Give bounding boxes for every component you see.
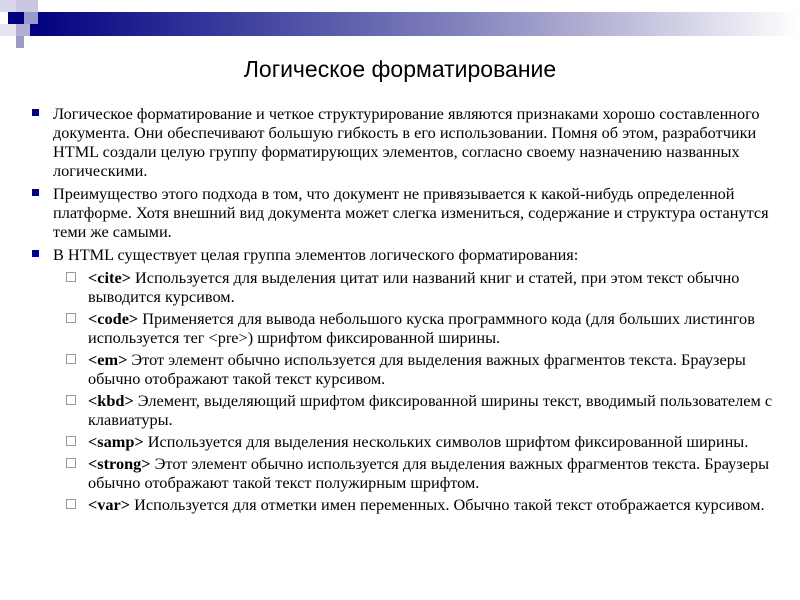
sub-item-text: Используется для выделения цитат или названий книг и статей, при этом текст обычно выводится курсивом. xyxy=(88,268,740,306)
decor-square xyxy=(16,24,30,36)
sub-item-var xyxy=(30,495,795,514)
sub-item-text: Этот элемент обычно используется для выделения важных фрагментов текста. Браузеры обычно отображают такой текст курсивом. xyxy=(88,350,746,388)
hollow-square-bullet-icon xyxy=(66,395,76,405)
slide-title: Логическое форматирование xyxy=(243,56,557,82)
tag-name: <em> xyxy=(88,350,128,369)
bullet-text: В HTML существует целая группа элементов логического форматирования: xyxy=(53,245,579,264)
decor-square xyxy=(16,0,38,12)
square-bullet-icon xyxy=(32,250,39,257)
decor-square xyxy=(24,12,38,24)
slide-content xyxy=(30,104,795,517)
decor-square xyxy=(0,0,16,12)
sub-item-strong xyxy=(30,454,795,492)
tag-name: <code> xyxy=(88,309,139,328)
bullet-item xyxy=(30,184,795,241)
sub-item-text: Применяется для вывода небольшого куска программного кода (для больших листингов используется тег <pre>) шрифтом фиксированной ширины. xyxy=(88,309,755,347)
hollow-square-bullet-icon xyxy=(66,313,76,323)
sub-item-kbd xyxy=(30,391,795,429)
sub-item-code xyxy=(30,309,795,347)
decor-square xyxy=(0,24,16,36)
tag-name: <kbd> xyxy=(88,391,134,410)
bullet-text: Логическое форматирование и четкое структурирование являются признаками хорошо составленного документа. Они обеспечивают большую гибкость в его использовании. Помня об этом, разработчики HTML создали целую группу форматирующих элементов, согласно своему назначению названных логическими. xyxy=(53,104,760,180)
hollow-square-bullet-icon xyxy=(66,354,76,364)
square-bullet-icon xyxy=(32,189,39,196)
hollow-square-bullet-icon xyxy=(66,458,76,468)
sub-item-text: Элемент, выделяющий шрифтом фиксированной ширины текст, вводимый пользователем с клавиатуры. xyxy=(88,391,773,429)
square-bullet-icon xyxy=(32,109,39,116)
sub-item-samp xyxy=(30,432,795,451)
sub-item-em xyxy=(30,350,795,388)
hollow-square-bullet-icon xyxy=(66,436,76,446)
bullet-item xyxy=(30,104,795,180)
hollow-square-bullet-icon xyxy=(66,272,76,282)
header-gradient-bar xyxy=(30,12,800,36)
hollow-square-bullet-icon xyxy=(66,499,76,509)
decor-square xyxy=(16,36,24,48)
sub-item-text: Используется для отметки имен переменных. Обычно такой текст отображается курсивом. xyxy=(130,495,765,514)
tag-name: <strong> xyxy=(88,454,151,473)
bullet-text: Преимущество этого подхода в том, что документ не привязывается к какой-нибудь определенной платформе. Хотя внешний вид документа может слегка измениться, содержание и структура останутся теми же самыми. xyxy=(53,184,769,241)
tag-name: <samp> xyxy=(88,432,144,451)
sub-item-text: Используется для выделения нескольких символов шрифтом фиксированной ширины. xyxy=(143,432,749,451)
sub-item-cite xyxy=(30,268,795,306)
sub-item-text: Этот элемент обычно используется для выделения важных фрагментов текста. Браузеры обычно отображают такой текст полужирным шрифтом. xyxy=(88,454,770,492)
tag-name: <var> xyxy=(88,495,131,514)
tag-name: <cite> xyxy=(88,268,131,287)
decor-square xyxy=(8,12,24,24)
bullet-item xyxy=(30,245,795,264)
